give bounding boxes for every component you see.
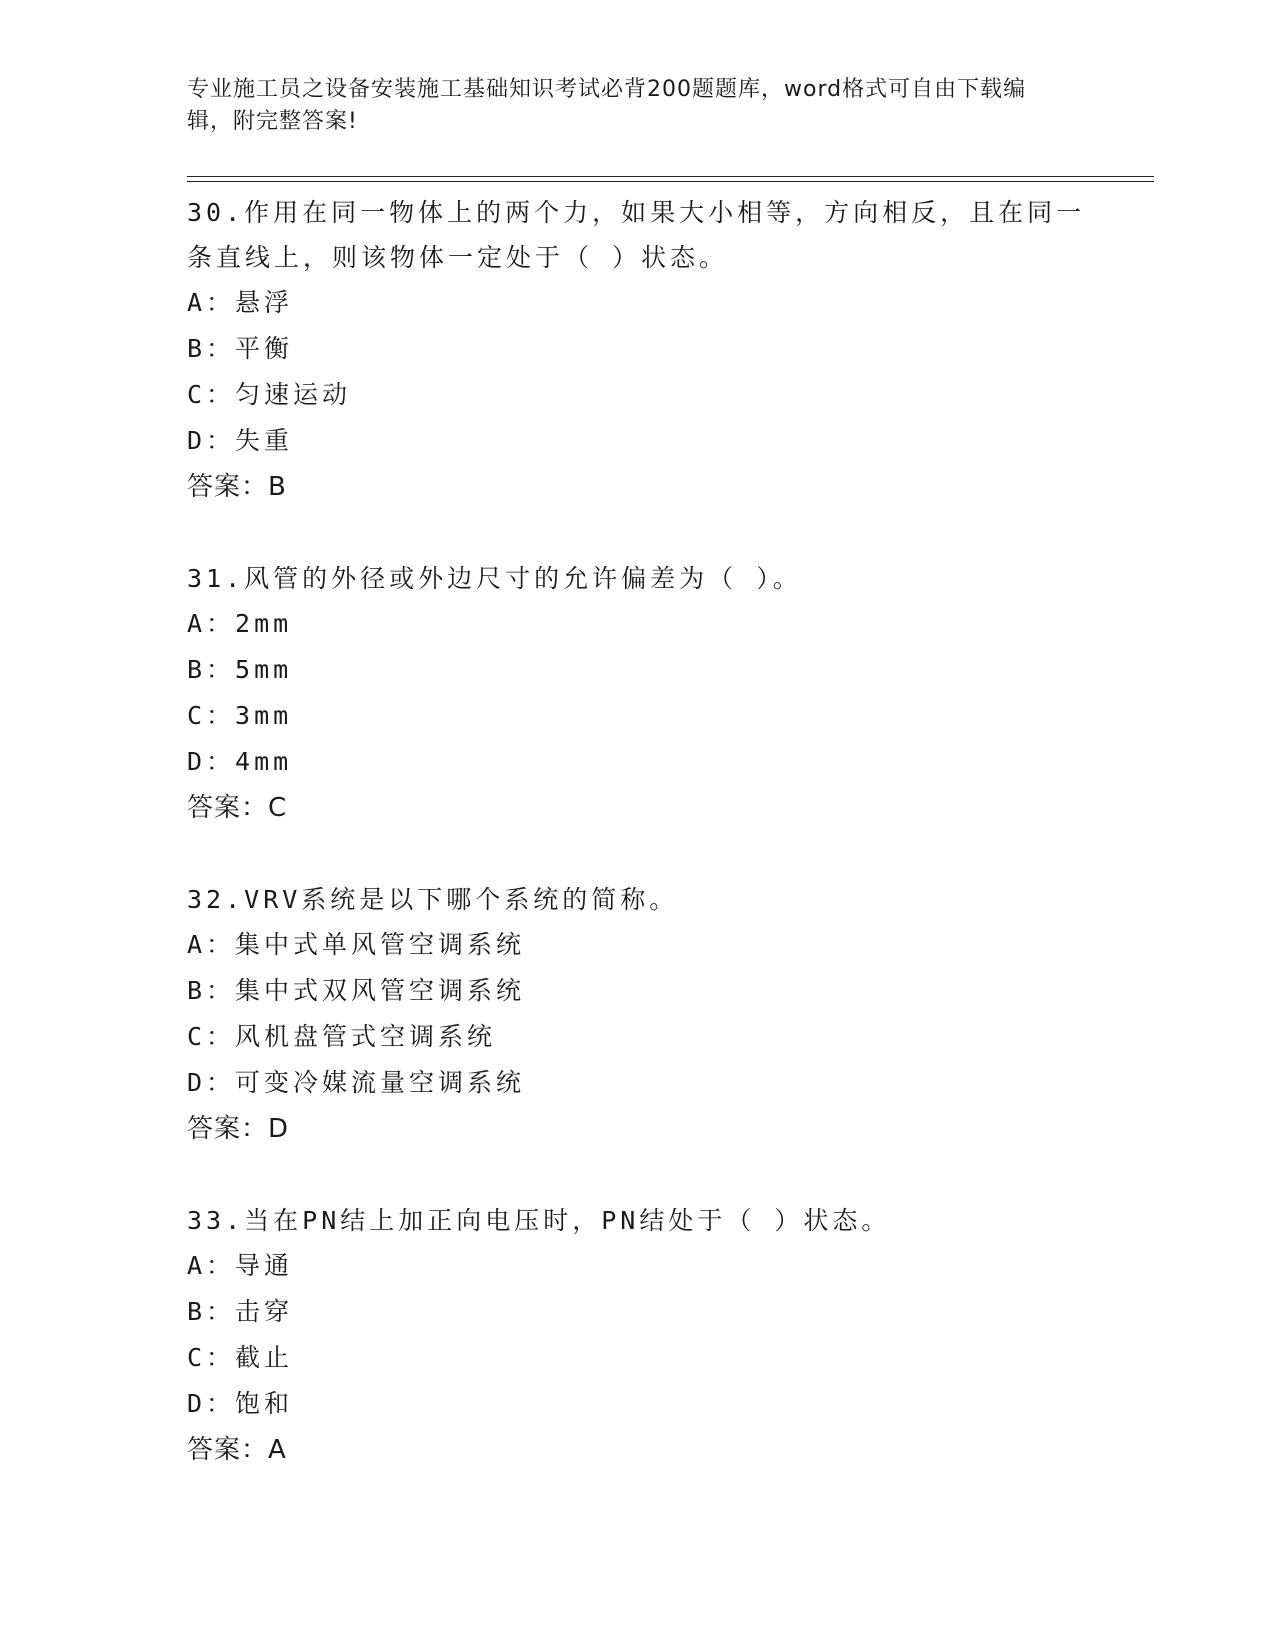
option-b: B：击穿 (187, 1297, 294, 1326)
question-stem: 30.作用在同一物体上的两个力，如果大小相等，方向相反，且在同一条直线上，则该物体一定处于（ ）状态。 (187, 198, 1086, 272)
option-a: A：导通 (187, 1251, 294, 1280)
answer-line: 答案：A (187, 1435, 287, 1465)
question-30 (187, 190, 1087, 510)
answer-line: 答案：B (187, 472, 287, 502)
question-stem: 32.VRV系统是以下哪个系统的简称。 (187, 885, 679, 914)
option-d: D：可变冷媒流量空调系统 (187, 1068, 526, 1097)
question-32 (187, 877, 1087, 1152)
option-b: B：集中式双风管空调系统 (187, 976, 526, 1005)
question-stem: 33.当在PN结上加正向电压时，PN结处于（ ）状态。 (187, 1206, 891, 1235)
option-a: A：集中式单风管空调系统 (187, 930, 526, 959)
header-divider-bottom (187, 181, 1154, 182)
question-list (187, 190, 1087, 1519)
question-stem: 31.风管的外径或外边尺寸的允许偏差为（ ）。 (187, 564, 802, 593)
option-a: A：悬浮 (187, 288, 294, 317)
option-c: C：风机盘管式空调系统 (187, 1022, 497, 1051)
document-header (187, 74, 1067, 138)
option-c: C：截止 (187, 1343, 294, 1372)
option-b: B：平衡 (187, 334, 294, 363)
answer-line: 答案：C (187, 793, 288, 823)
document-title: 专业施工员之设备安装施工基础知识考试必背200题题库，word格式可自由下载编辑，附完整答案! (187, 77, 1027, 134)
answer-line: 答案：D (187, 1114, 290, 1144)
option-d: D：饱和 (187, 1389, 294, 1418)
question-33 (187, 1198, 1087, 1473)
option-c: C：3mm (187, 701, 293, 730)
option-c: C：匀速运动 (187, 380, 352, 409)
header-divider-top (187, 176, 1154, 177)
question-31 (187, 556, 1087, 831)
option-b: B：5mm (187, 655, 293, 684)
option-a: A：2mm (187, 609, 293, 638)
option-d: D：4mm (187, 747, 293, 776)
option-d: D：失重 (187, 426, 294, 455)
